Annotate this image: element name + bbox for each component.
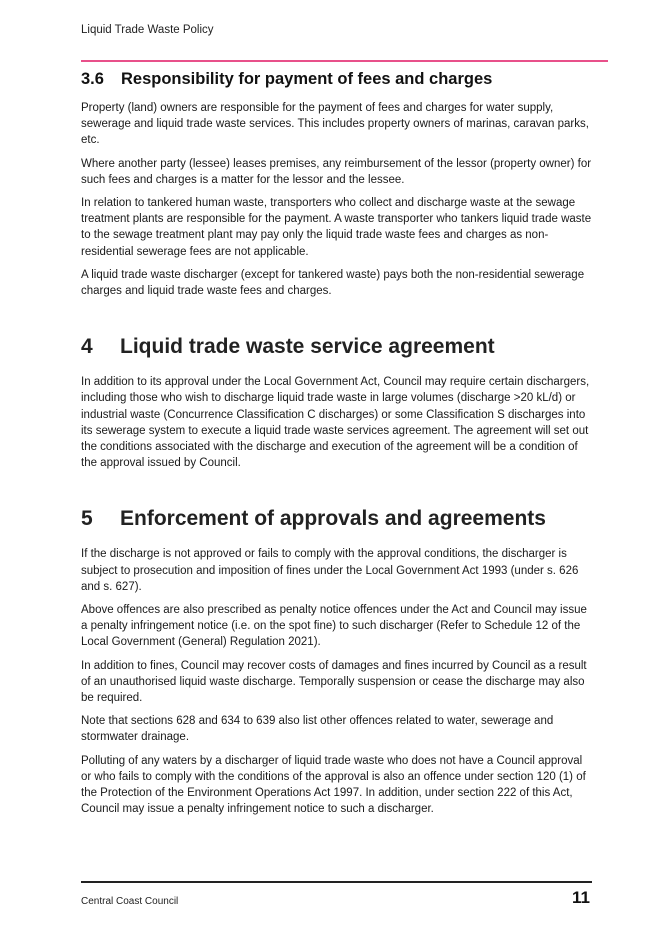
section-number: 3.6	[81, 70, 104, 88]
section-title: Liquid trade waste service agreement	[120, 335, 495, 359]
document-body	[81, 70, 593, 825]
paragraph: Polluting of any waters by a discharger of liquid trade waste who does not have a Council approval or who fails to comply with the conditions of the approval is also an offence under section 120 (1) of the Protection of the Environment Operations Act 1997. In addition, under section 222 of this Act, Council may issue a penalty infringement notice to such a discharger.	[81, 754, 586, 816]
running-header: Liquid Trade Waste Policy	[81, 24, 214, 36]
page-number: 11	[572, 888, 590, 907]
section-number: 5	[81, 507, 93, 531]
paragraph: In addition to its approval under the Local Government Act, Council may require certain dischargers, including those who wish to discharge liquid trade waste in large volumes (discharge >20 kL/d) or industrial waste (Concurrence Classification C discharges) or some Classification S discharges into its sewerage system to execute a liquid trade waste services agreement. The agreement will set out the conditions associated with the discharge and execution of the agreement will be a condition of the approval issued by Council.	[81, 376, 590, 470]
paragraph: Above offences are also prescribed as penalty notice offences under the Act and Council may issue a penalty infringement notice (i.e. on the spot fine) to such discharger (Refer to Schedule 12 of the Local Government (General) Regulation 2021).	[81, 604, 587, 649]
paragraph: In addition to fines, Council may recover costs of damages and fines incurred by Council as a result of an unauthorised liquid waste discharge. Temporally suspension or cease the discharge may also be required.	[81, 659, 587, 705]
section-3-6-heading	[81, 70, 593, 89]
footer-divider	[81, 881, 592, 883]
paragraph: A liquid trade waste discharger (except for tankered waste) pays both the non-residential sewerage charges and liquid trade waste fees and charges.	[81, 268, 585, 298]
section-5-heading	[81, 507, 593, 531]
section-number: 4	[81, 335, 93, 359]
paragraph: If the discharge is not approved or fails to comply with the approval conditions, the discharger is subject to prosecution and imposition of fines under the Local Government Act 1993 (under s. 626 and s. 627).	[81, 548, 579, 593]
section-title: Enforcement of approvals and agreements	[120, 507, 546, 531]
paragraph: Where another party (lessee) leases premises, any reimbursement of the lessor (property owner) for such fees and charges is a matter for the lessor and the lessee.	[81, 157, 592, 186]
footer-organisation: Central Coast Council	[81, 896, 179, 907]
header-divider	[81, 60, 608, 62]
section-title: Responsibility for payment of fees and charges	[121, 70, 493, 88]
paragraph: Note that sections 628 and 634 to 639 also list other offences related to water, sewerage and stormwater drainage.	[81, 715, 554, 744]
paragraph: In relation to tankered human waste, transporters who collect and discharge waste at the sewage treatment plants are responsible for the payment. A waste transporter who tankers liquid trade waste to the sewage treatment plant may pay only the liquid trade waste fees and charges as non-residential sewerage fees are not applicable.	[81, 197, 592, 258]
section-4-heading	[81, 335, 593, 359]
paragraph: Property (land) owners are responsible for the payment of fees and charges for water supply, sewerage and liquid trade waste services. This includes property owners of marinas, caravan parks, etc.	[81, 102, 589, 147]
